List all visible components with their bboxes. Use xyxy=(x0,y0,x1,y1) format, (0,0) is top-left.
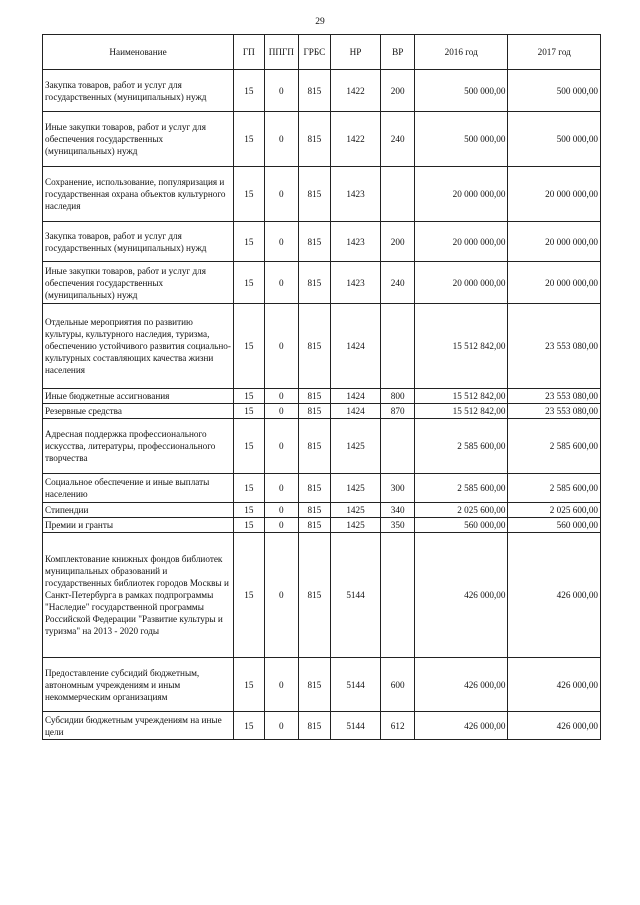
cell-ppgp: 0 xyxy=(264,419,299,474)
cell-nr: 1422 xyxy=(330,112,381,167)
cell-2016: 500 000,00 xyxy=(414,70,508,112)
cell-ppgp: 0 xyxy=(264,262,299,304)
cell-grbs: 815 xyxy=(299,262,331,304)
cell-gp: 15 xyxy=(234,262,264,304)
cell-nr: 1424 xyxy=(330,304,381,389)
cell-2017: 23 553 080,00 xyxy=(508,404,601,419)
cell-grbs: 815 xyxy=(299,419,331,474)
cell-2017: 500 000,00 xyxy=(508,70,601,112)
table-row xyxy=(43,167,601,222)
cell-vr: 240 xyxy=(381,262,415,304)
cell-nr: 1423 xyxy=(330,262,381,304)
cell-2017: 20 000 000,00 xyxy=(508,262,601,304)
cell-grbs: 815 xyxy=(299,503,331,518)
cell-2016: 20 000 000,00 xyxy=(414,222,508,262)
cell-grbs: 815 xyxy=(299,533,331,658)
cell-ppgp: 0 xyxy=(264,389,299,404)
cell-2016: 2 585 600,00 xyxy=(414,419,508,474)
cell-2016: 15 512 842,00 xyxy=(414,404,508,419)
cell-vr xyxy=(381,167,415,222)
cell-grbs: 815 xyxy=(299,112,331,167)
cell-ppgp: 0 xyxy=(264,222,299,262)
cell-grbs: 815 xyxy=(299,389,331,404)
cell-vr xyxy=(381,304,415,389)
table-row xyxy=(43,222,601,262)
table-row xyxy=(43,304,601,389)
cell-name: Иные бюджетные ассигнования xyxy=(43,389,234,404)
cell-grbs: 815 xyxy=(299,304,331,389)
cell-ppgp: 0 xyxy=(264,658,299,712)
cell-name: Отдельные мероприятия по развитию культуры, культурного наследия, туризма, обеспечению устойчивого развития социально-культурных составляющих качества жизни населения xyxy=(43,304,234,389)
cell-2017: 2 025 600,00 xyxy=(508,503,601,518)
cell-name: Комплектование книжных фондов библиотек муниципальных образований и государственных библиотек городов Москвы и Санкт-Петербурга в рамках подпрограммы "Наследие" государственной программы Российской Федерации "Развитие культуры и туризма" на 2013 - 2020 годы xyxy=(43,533,234,658)
cell-grbs: 815 xyxy=(299,404,331,419)
cell-nr: 1425 xyxy=(330,474,381,503)
cell-2017: 20 000 000,00 xyxy=(508,167,601,222)
cell-vr xyxy=(381,419,415,474)
cell-vr: 612 xyxy=(381,712,415,740)
header-name: Наименование xyxy=(43,35,234,70)
cell-2016: 2 585 600,00 xyxy=(414,474,508,503)
cell-grbs: 815 xyxy=(299,712,331,740)
cell-name: Резервные средства xyxy=(43,404,234,419)
header-2016: 2016 год xyxy=(414,35,508,70)
cell-nr: 5144 xyxy=(330,533,381,658)
cell-gp: 15 xyxy=(234,712,264,740)
cell-name: Закупка товаров, работ и услуг для государственных (муниципальных) нужд xyxy=(43,70,234,112)
cell-nr: 1425 xyxy=(330,503,381,518)
cell-nr: 5144 xyxy=(330,712,381,740)
cell-vr: 300 xyxy=(381,474,415,503)
cell-gp: 15 xyxy=(234,658,264,712)
table-row xyxy=(43,419,601,474)
cell-2016: 2 025 600,00 xyxy=(414,503,508,518)
table-row xyxy=(43,658,601,712)
cell-gp: 15 xyxy=(234,112,264,167)
cell-nr: 1423 xyxy=(330,167,381,222)
cell-name: Адресная поддержка профессионального искусства, литературы, профессионального творчества xyxy=(43,419,234,474)
cell-grbs: 815 xyxy=(299,658,331,712)
cell-name: Закупка товаров, работ и услуг для государственных (муниципальных) нужд xyxy=(43,222,234,262)
header-ppgp: ППГП xyxy=(264,35,299,70)
cell-vr: 200 xyxy=(381,222,415,262)
cell-grbs: 815 xyxy=(299,70,331,112)
cell-grbs: 815 xyxy=(299,474,331,503)
cell-2017: 2 585 600,00 xyxy=(508,419,601,474)
cell-nr: 1424 xyxy=(330,389,381,404)
cell-grbs: 815 xyxy=(299,518,331,533)
cell-name: Премии и гранты xyxy=(43,518,234,533)
cell-ppgp: 0 xyxy=(264,167,299,222)
cell-grbs: 815 xyxy=(299,222,331,262)
cell-vr xyxy=(381,533,415,658)
cell-2016: 15 512 842,00 xyxy=(414,389,508,404)
page-number: 29 xyxy=(315,17,325,27)
cell-gp: 15 xyxy=(234,70,264,112)
cell-gp: 15 xyxy=(234,222,264,262)
cell-gp: 15 xyxy=(234,304,264,389)
table-row xyxy=(43,112,601,167)
cell-name: Иные закупки товаров, работ и услуг для обеспечения государственных (муниципальных) нужд xyxy=(43,112,234,167)
cell-nr: 1424 xyxy=(330,404,381,419)
cell-2017: 2 585 600,00 xyxy=(508,474,601,503)
cell-name: Субсидии бюджетным учреждениям на иные цели xyxy=(43,712,234,740)
cell-2016: 426 000,00 xyxy=(414,712,508,740)
cell-nr: 1422 xyxy=(330,70,381,112)
cell-2017: 500 000,00 xyxy=(508,112,601,167)
cell-2017: 426 000,00 xyxy=(508,658,601,712)
table-row xyxy=(43,503,601,518)
cell-name: Стипендии xyxy=(43,503,234,518)
cell-2017: 426 000,00 xyxy=(508,712,601,740)
cell-ppgp: 0 xyxy=(264,112,299,167)
header-grbs: ГРБС xyxy=(299,35,331,70)
cell-gp: 15 xyxy=(234,404,264,419)
cell-2017: 20 000 000,00 xyxy=(508,222,601,262)
cell-name: Иные закупки товаров, работ и услуг для обеспечения государственных (муниципальных) нужд xyxy=(43,262,234,304)
cell-vr: 350 xyxy=(381,518,415,533)
table-row xyxy=(43,70,601,112)
cell-ppgp: 0 xyxy=(264,503,299,518)
cell-gp: 15 xyxy=(234,474,264,503)
cell-nr: 5144 xyxy=(330,658,381,712)
cell-2016: 20 000 000,00 xyxy=(414,167,508,222)
cell-gp: 15 xyxy=(234,167,264,222)
table-row xyxy=(43,404,601,419)
cell-vr: 240 xyxy=(381,112,415,167)
cell-nr: 1425 xyxy=(330,419,381,474)
cell-ppgp: 0 xyxy=(264,518,299,533)
table-row xyxy=(43,533,601,658)
header-nr: НР xyxy=(330,35,381,70)
cell-vr: 200 xyxy=(381,70,415,112)
cell-ppgp: 0 xyxy=(264,404,299,419)
cell-ppgp: 0 xyxy=(264,712,299,740)
cell-grbs: 815 xyxy=(299,167,331,222)
cell-ppgp: 0 xyxy=(264,70,299,112)
cell-2017: 560 000,00 xyxy=(508,518,601,533)
header-2017: 2017 год xyxy=(508,35,601,70)
cell-2016: 426 000,00 xyxy=(414,658,508,712)
cell-gp: 15 xyxy=(234,503,264,518)
cell-gp: 15 xyxy=(234,419,264,474)
cell-gp: 15 xyxy=(234,533,264,658)
cell-ppgp: 0 xyxy=(264,533,299,658)
cell-vr: 870 xyxy=(381,404,415,419)
cell-ppgp: 0 xyxy=(264,304,299,389)
cell-2017: 426 000,00 xyxy=(508,533,601,658)
table-row xyxy=(43,518,601,533)
header-vr: ВР xyxy=(381,35,415,70)
cell-nr: 1423 xyxy=(330,222,381,262)
cell-name: Сохранение, использование, популяризация и государственная охрана объектов культурного наследия xyxy=(43,167,234,222)
cell-gp: 15 xyxy=(234,389,264,404)
cell-gp: 15 xyxy=(234,518,264,533)
cell-nr: 1425 xyxy=(330,518,381,533)
cell-vr: 600 xyxy=(381,658,415,712)
cell-2016: 560 000,00 xyxy=(414,518,508,533)
cell-2016: 20 000 000,00 xyxy=(414,262,508,304)
table-header-row xyxy=(43,35,601,70)
cell-2016: 500 000,00 xyxy=(414,112,508,167)
cell-2016: 15 512 842,00 xyxy=(414,304,508,389)
cell-2017: 23 553 080,00 xyxy=(508,304,601,389)
cell-vr: 340 xyxy=(381,503,415,518)
budget-table xyxy=(42,34,601,740)
cell-2016: 426 000,00 xyxy=(414,533,508,658)
table-row xyxy=(43,389,601,404)
table-row xyxy=(43,474,601,503)
cell-name: Предоставление субсидий бюджетным, автономным учреждениям и иным некоммерческим организациям xyxy=(43,658,234,712)
cell-name: Социальное обеспечение и иные выплаты населению xyxy=(43,474,234,503)
cell-2017: 23 553 080,00 xyxy=(508,389,601,404)
cell-ppgp: 0 xyxy=(264,474,299,503)
table-row xyxy=(43,262,601,304)
cell-vr: 800 xyxy=(381,389,415,404)
table-row xyxy=(43,712,601,740)
header-gp: ГП xyxy=(234,35,264,70)
